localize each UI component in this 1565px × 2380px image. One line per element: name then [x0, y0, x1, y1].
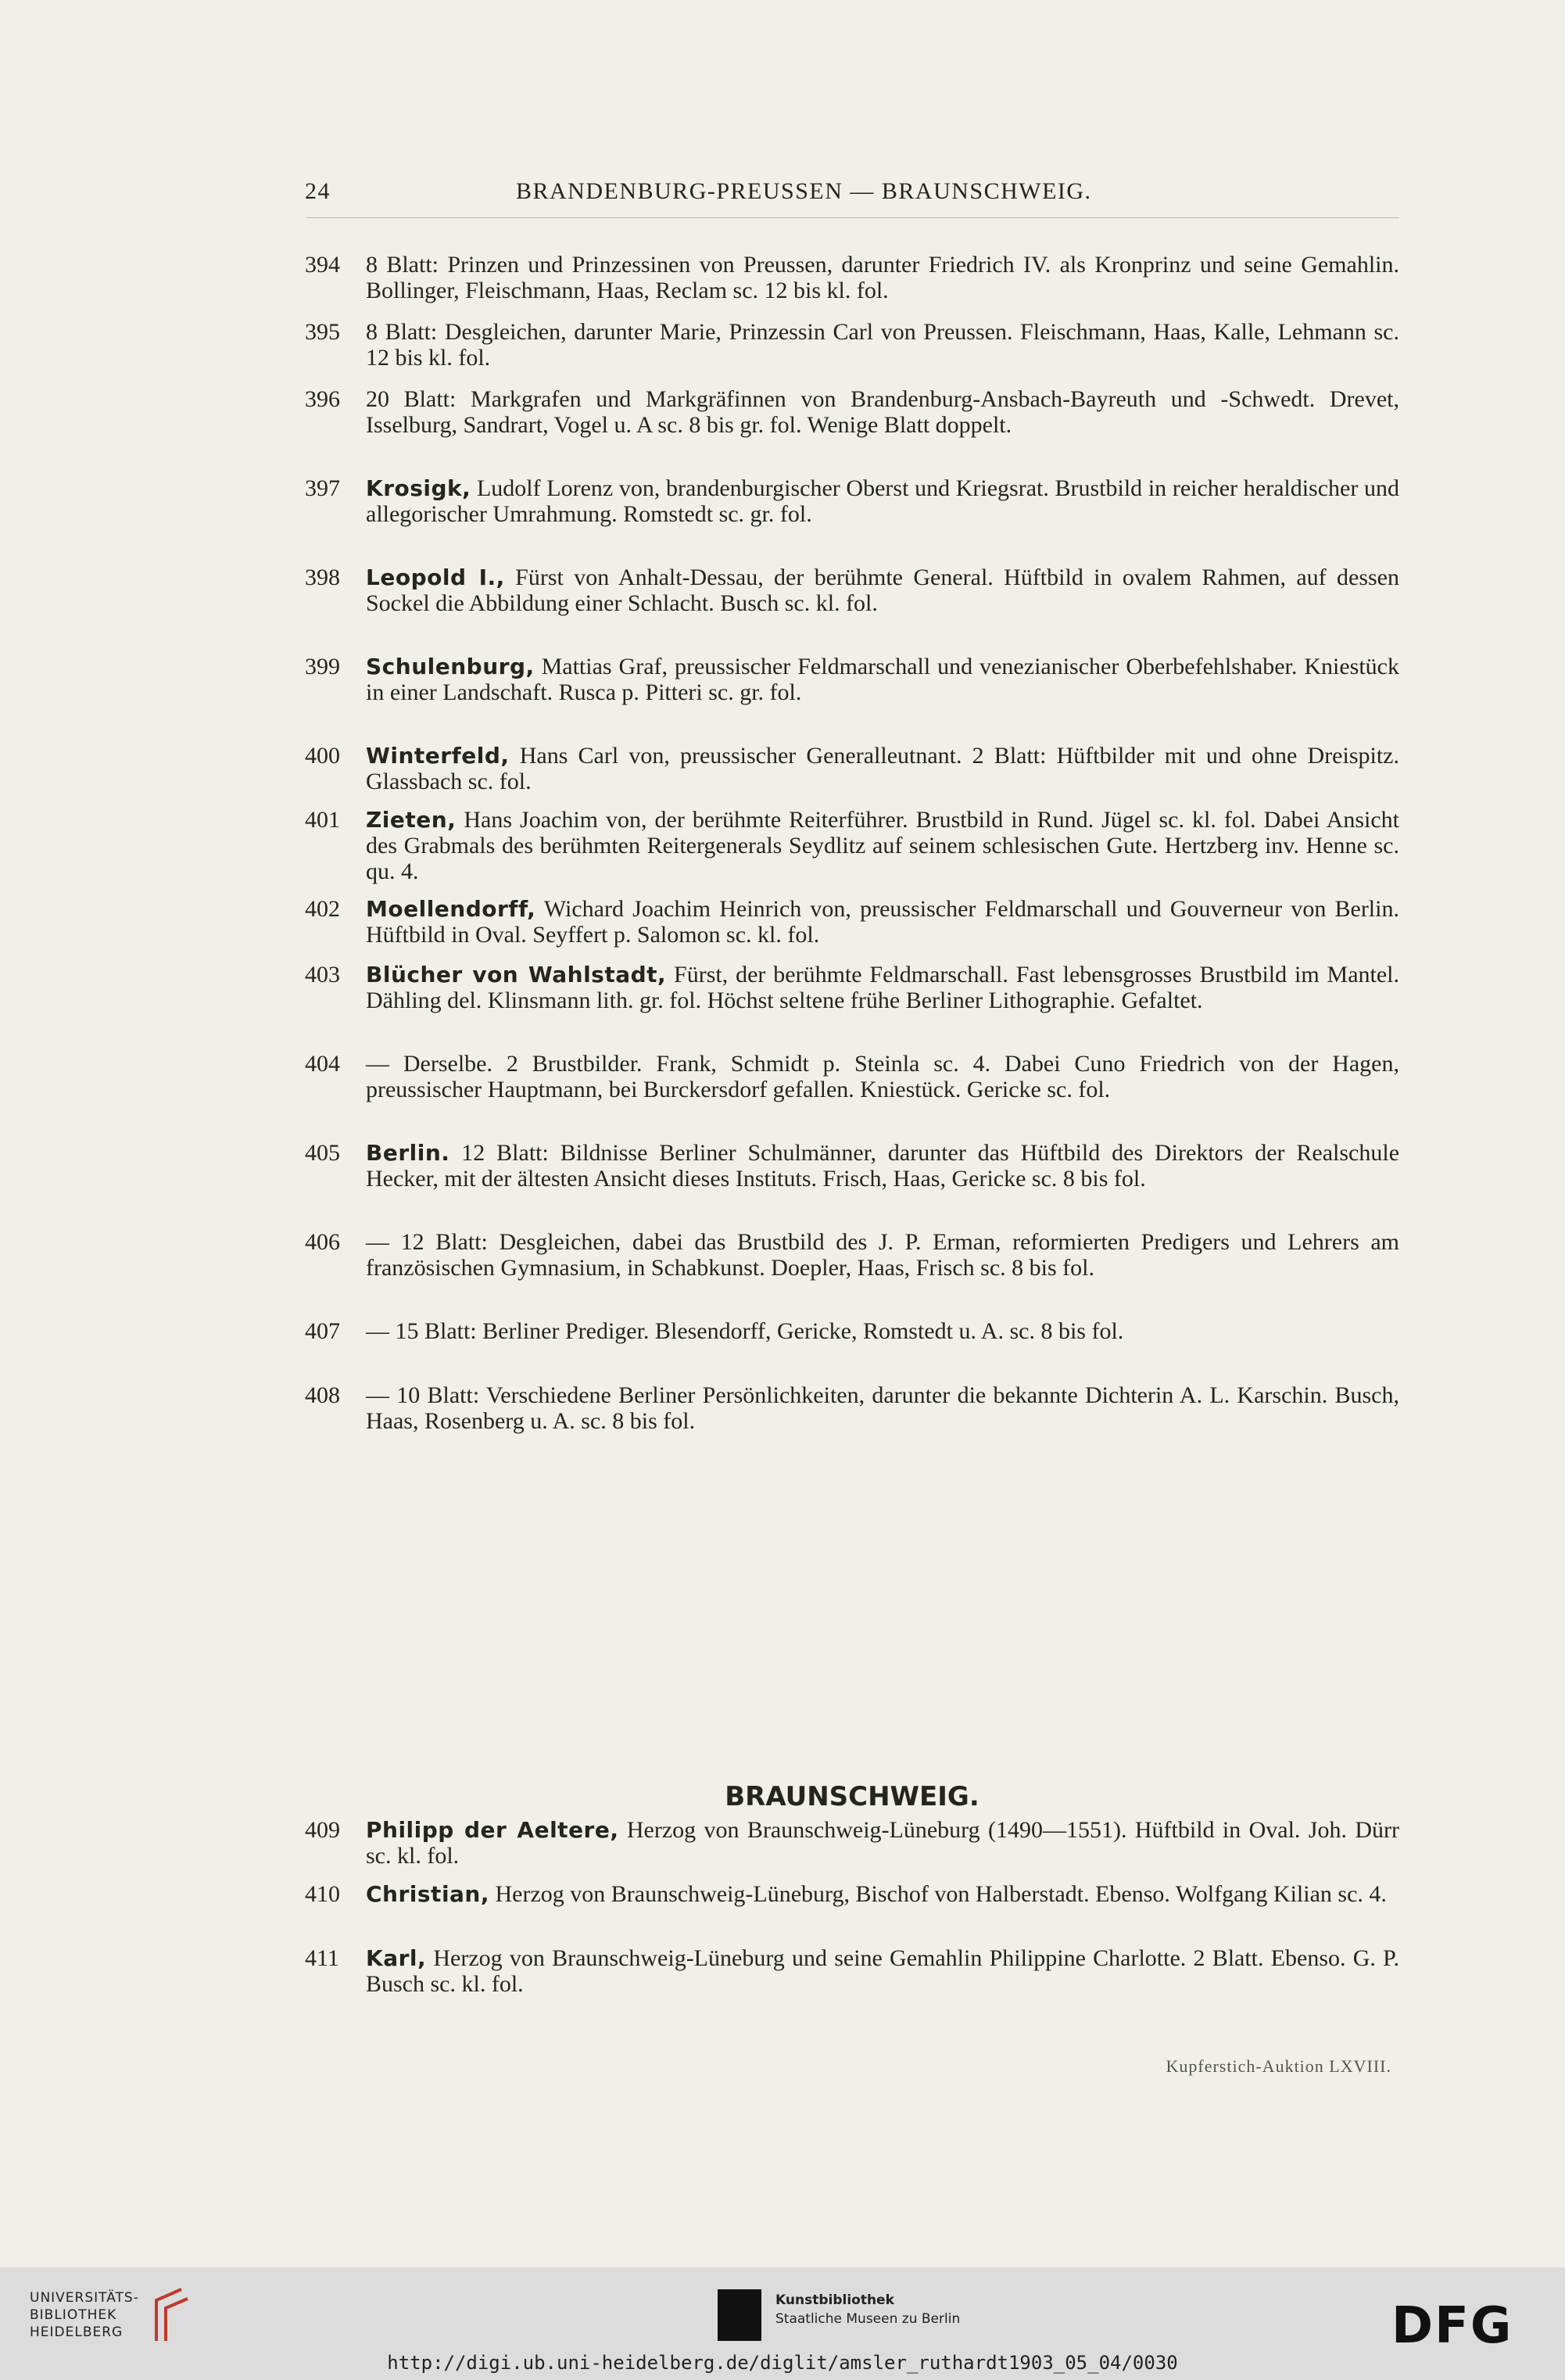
section-title: BRAUNSCHWEIG. [725, 1781, 979, 1812]
entry-description: 20 Blatt: Markgrafen und Markgräfinnen von Brandenburg-Ansbach-Bayreuth und -Schwedt. Drevet, Isselburg, Sandrart, Vogel u. A sc. 8 bis gr. fol. Wenige Blatt doppelt. [366, 386, 1399, 438]
entry-number: 396 [305, 386, 340, 412]
entry-description: Herzog von Braunschweig-Lüneburg (1490—1551). Hüftbild in Oval. Joh. Dürr sc. kl. fol. [366, 1817, 1399, 1869]
ub-logo-mark-icon [149, 2286, 192, 2342]
catalog-entry [305, 386, 1399, 438]
entry-subject-name: Christian, [366, 1881, 490, 1907]
entry-number: 403 [305, 962, 340, 987]
entry-body [366, 386, 1399, 438]
entry-subject-name: Karl, [366, 1945, 427, 1971]
entry-description: — 12 Blatt: Desgleichen, dabei das Brustbild des J. P. Erman, reformierten Predigers und Lehrers am französischen Gymnasium, in Schabkunst. Doepler, Haas, Frisch sc. 8 bis fol. [366, 1229, 1399, 1281]
kunstbibliothek-name: Kunstbibliothek [775, 2292, 894, 2308]
viewer-footer [0, 2267, 1565, 2380]
ub-logo-line: HEIDELBERG [30, 2324, 124, 2340]
entry-body [366, 319, 1399, 371]
entry-description: Wichard Joachim Heinrich von, preussischer Feldmarschall und Gouverneur von Berlin. Hüftbild in Oval. Seyffert p. Salomon sc. kl. fol. [366, 896, 1399, 948]
catalog-entry [305, 896, 1399, 948]
entry-body [366, 1945, 1399, 1997]
catalog-entry [305, 1817, 1399, 1869]
entry-subject-name: Winterfeld, [366, 743, 510, 769]
entry-body [366, 1318, 1399, 1344]
entry-number: 395 [305, 319, 340, 345]
catalog-entry [305, 1229, 1399, 1281]
entry-number: 406 [305, 1229, 340, 1255]
entry-subject-name: Krosigk, [366, 475, 471, 501]
entry-description: 12 Blatt: Bildnisse Berliner Schulmänner, darunter das Hüftbild des Direktors der Realschule Hecker, mit der ältesten Ansicht dieses Instituts. Frisch, Haas, Gericke sc. 8 bis fol. [366, 1140, 1400, 1192]
catalog-entry [305, 1382, 1399, 1434]
entry-number: 410 [305, 1881, 340, 1907]
entry-number: 407 [305, 1318, 340, 1344]
entry-number: 404 [305, 1051, 340, 1077]
permalink-url[interactable]: http://digi.ub.uni-heidelberg.de/diglit/amsler_ruthardt1903_05_04/0030 [387, 2352, 1178, 2374]
footnote-signature: Kupferstich-Auktion LXVIII. [1166, 2056, 1391, 2076]
entry-body [366, 252, 1399, 303]
entry-body [366, 1051, 1399, 1102]
entry-body [366, 475, 1399, 527]
entry-body [366, 1382, 1399, 1434]
entry-subject-name: Moellendorff, [366, 896, 536, 922]
catalog-entry [305, 319, 1399, 371]
entry-body [366, 654, 1399, 705]
entry-number: 394 [305, 252, 340, 278]
entry-description: 8 Blatt: Prinzen und Prinzessinen von Preussen, darunter Friedrich IV. als Kronprinz und seine Gemahlin. Bollinger, Fleischmann, Haas, Reclam sc. 12 bis kl. fol. [366, 252, 1399, 303]
entry-description: — 15 Blatt: Berliner Prediger. Blesendorff, Gericke, Romstedt u. A. sc. 8 bis fol. [366, 1318, 1124, 1344]
entry-body [366, 1140, 1399, 1192]
catalog-entry [305, 1140, 1399, 1192]
page-number: 24 [305, 178, 331, 204]
entry-number: 401 [305, 807, 340, 833]
entry-description: Herzog von Braunschweig-Lüneburg und seine Gemahlin Philippine Charlotte. 2 Blatt. Ebenso. G. P. Busch sc. kl. fol. [366, 1945, 1399, 1997]
entry-number: 409 [305, 1817, 340, 1843]
header-divider [306, 217, 1399, 218]
ub-logo-line: BIBLIOTHEK [30, 2307, 117, 2323]
catalog-entry [305, 807, 1399, 884]
entry-subject-name: Blücher von Wahlstadt, [366, 962, 667, 987]
entry-subject-name: Leopold I., [366, 565, 505, 590]
entry-number: 398 [305, 565, 340, 590]
entry-description: Ludolf Lorenz von, brandenburgischer Oberst und Kriegsrat. Brustbild in reicher heraldischer und allegorischer Umrahmung. Romstedt sc. gr. fol. [366, 475, 1400, 527]
entry-description: Herzog von Braunschweig-Lüneburg, Bischof von Halberstadt. Ebenso. Wolfgang Kilian sc. 4. [495, 1881, 1387, 1907]
ub-heidelberg-logo[interactable] [30, 2289, 139, 2341]
catalog-entry [305, 252, 1399, 303]
entry-number: 402 [305, 896, 340, 922]
entry-subject-name: Zieten, [366, 807, 457, 833]
entry-description: Fürst, der berühmte Feldmarschall. Fast lebensgrosses Brustbild im Mantel. Dähling del. Klinsmann lith. gr. fol. Höchst seltene frühe Berliner Lithographie. Gefaltet. [366, 962, 1399, 1013]
catalog-entry [305, 475, 1399, 527]
entry-description: Fürst von Anhalt-Dessau, der berühmte General. Hüftbild in ovalem Rahmen, auf dessen Sockel die Abbildung einer Schlacht. Busch sc. kl. fol. [366, 565, 1400, 616]
entry-number: 408 [305, 1382, 340, 1408]
entry-number: 397 [305, 475, 340, 501]
entry-body [366, 1881, 1399, 1907]
entry-description: — 10 Blatt: Verschiedene Berliner Persönlichkeiten, darunter die bekannte Dichterin A. L. Karschin. Busch, Haas, Rosenberg u. A. sc. 8 bis fol. [366, 1382, 1399, 1434]
entry-number: 399 [305, 654, 340, 679]
entry-body [366, 807, 1399, 884]
entry-body [366, 962, 1399, 1013]
kunstbibliothek-label [775, 2291, 960, 2328]
ub-logo-line: UNIVERSITÄTS- [30, 2290, 139, 2306]
entry-description: 8 Blatt: Desgleichen, darunter Marie, Prinzessin Carl von Preussen. Fleischmann, Haas, Kalle, Lehmann sc. 12 bis kl. fol. [366, 319, 1399, 371]
entry-body [366, 896, 1399, 948]
catalog-entry [305, 962, 1399, 1013]
entry-subject-name: Philipp der Aeltere, [366, 1817, 619, 1843]
entry-description: Mattias Graf, preussischer Feldmarschall und venezianischer Oberbefehlshaber. Kniestück in einer Landschaft. Rusca p. Pitteri sc. gr. fol. [366, 654, 1399, 705]
running-title: BRANDENBURG-PREUSSEN — BRAUNSCHWEIG. [516, 178, 1092, 204]
entry-body [366, 1229, 1399, 1281]
entry-number: 411 [305, 1945, 339, 1971]
entry-number: 405 [305, 1140, 340, 1166]
kunstbibliothek-subtitle: Staatliche Museen zu Berlin [775, 2311, 961, 2327]
entry-description: — Derselbe. 2 Brustbilder. Frank, Schmidt p. Steinla sc. 4. Dabei Cuno Friedrich von der Hagen, preussischer Hauptmann, bei Burckersdorf gefallen. Kniestück. Gericke sc. fol. [366, 1051, 1399, 1102]
entry-subject-name: Schulenburg, [366, 654, 535, 679]
dfg-logo[interactable]: DFG [1391, 2297, 1513, 2355]
catalog-entry [305, 1051, 1399, 1102]
entry-body [366, 565, 1399, 616]
catalog-entry [305, 654, 1399, 705]
kunstbibliothek-logo-icon[interactable] [718, 2289, 761, 2341]
catalog-entry [305, 1945, 1399, 1997]
catalog-entry [305, 743, 1399, 794]
entry-body [366, 743, 1399, 794]
entry-description: Hans Carl von, preussischer Generalleutnant. 2 Blatt: Hüftbilder mit und ohne Dreispitz. Glassbach sc. fol. [366, 743, 1399, 794]
catalog-entry [305, 565, 1399, 616]
entry-body [366, 1817, 1399, 1869]
entry-number: 400 [305, 743, 340, 769]
entry-subject-name: Berlin. [366, 1140, 450, 1166]
catalog-entry [305, 1318, 1399, 1344]
entry-description: Hans Joachim von, der berühmte Reiterführer. Brustbild in Rund. Jügel sc. kl. fol. Dabei Ansicht des Grabmals des berühmten Reitergenerals Seydlitz auf seinem schlesischen Gute. Hertzberg inv. Henne sc. qu. 4. [366, 807, 1399, 884]
catalog-entry [305, 1881, 1399, 1907]
